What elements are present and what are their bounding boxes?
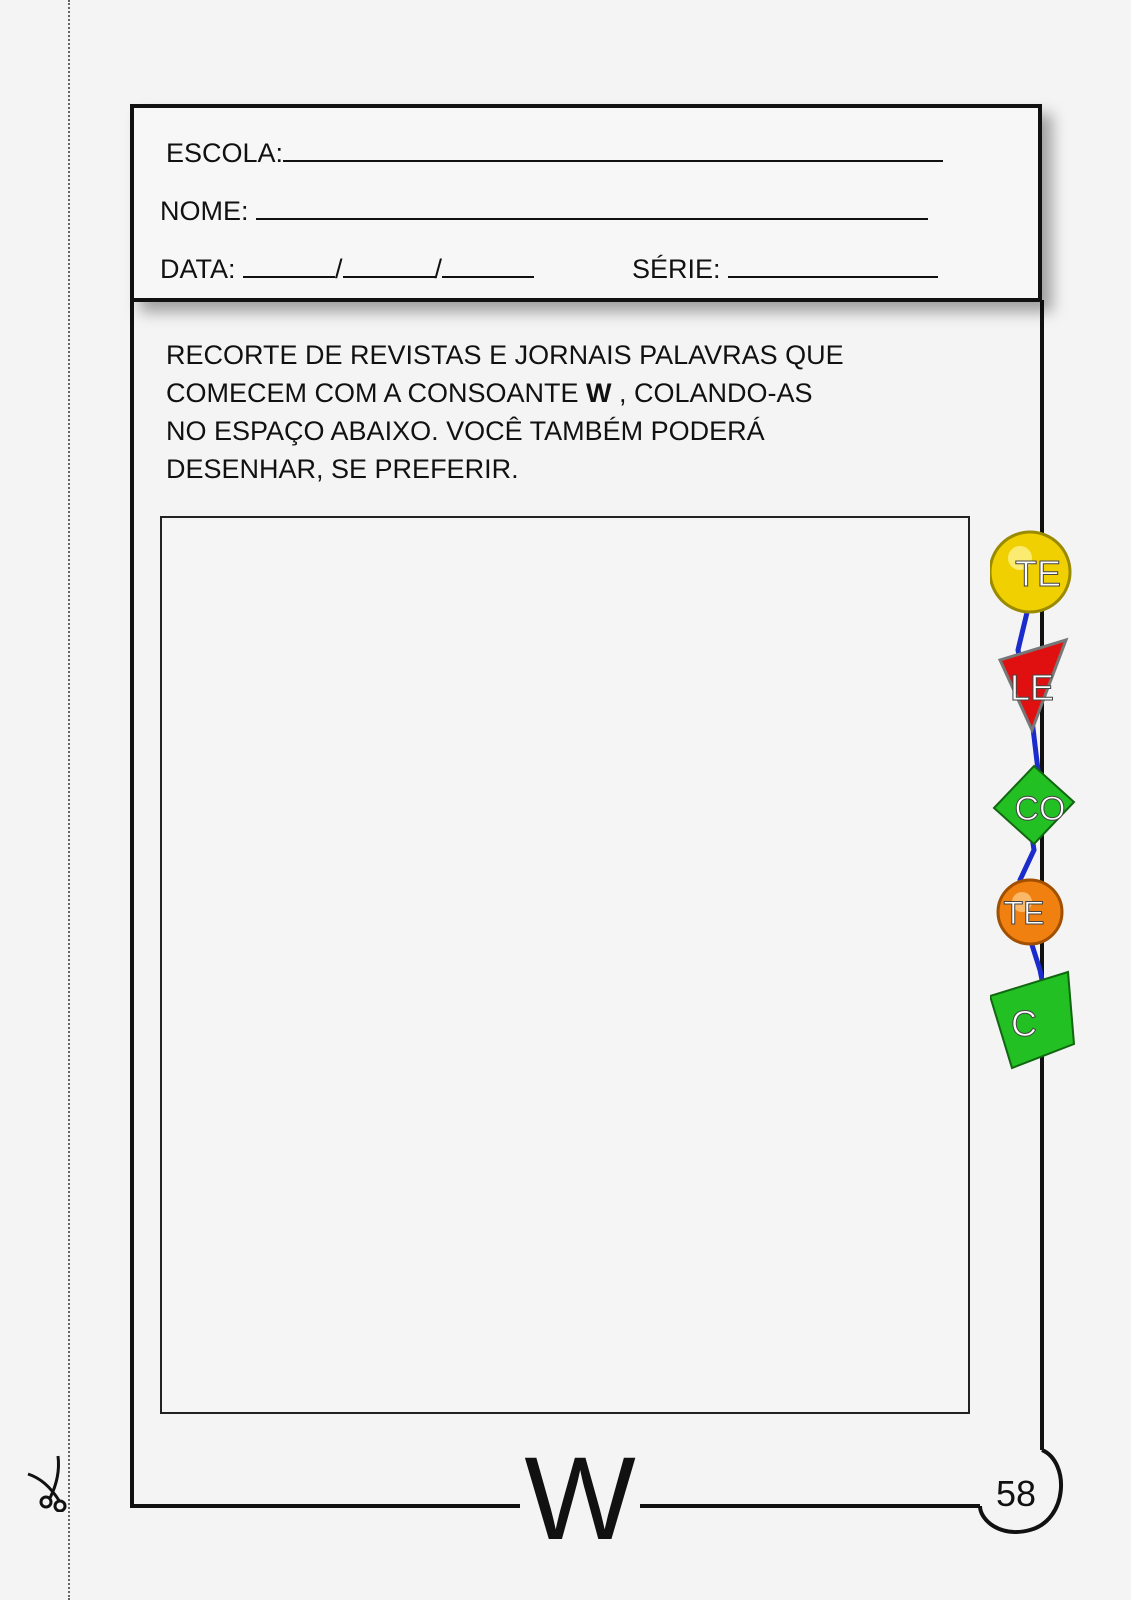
name-label: NOME: (160, 196, 249, 226)
mascot-segment-label: TE (1014, 553, 1062, 594)
mascot-segment (994, 766, 1074, 844)
page-number: 58 (995, 1473, 1037, 1514)
instruction-text: COMECEM COM A CONSOANTE (166, 378, 587, 408)
name-line[interactable] (256, 194, 928, 220)
footer-letter: W (520, 1440, 640, 1560)
mascot-segment-label: TE (1003, 895, 1045, 931)
school-field[interactable] (166, 136, 943, 168)
date-separator: / (335, 254, 343, 284)
highlight-letter: W (586, 378, 612, 408)
date-day-line[interactable] (243, 252, 335, 278)
date-label: DATA: (160, 254, 236, 284)
date-separator: / (434, 254, 443, 284)
instruction-text: , COLANDO-AS (611, 378, 813, 408)
school-label: ESCOLA: (166, 138, 284, 168)
mascot-segment (1000, 640, 1066, 730)
date-field[interactable] (160, 252, 534, 284)
instruction-line: NO ESPAÇO ABAIXO. VOCÊ TAMBÉM PODERÁ (166, 416, 765, 446)
instruction-line: DESENHAR, SE PREFERIR. (166, 454, 519, 484)
instruction-line: RECORTE DE REVISTAS E JORNAIS PALAVRAS QUE (166, 340, 844, 370)
instruction-line (166, 374, 926, 412)
mascot-segment (990, 972, 1074, 1068)
grade-line[interactable] (728, 252, 938, 278)
mascot-chain (990, 520, 1100, 1090)
mascot-segment (998, 880, 1062, 944)
mascot-segment-label: C (1011, 1003, 1037, 1044)
drawing-area[interactable] (160, 516, 970, 1414)
mascot-segment-label: CO (1014, 790, 1066, 828)
date-year-line[interactable] (442, 252, 534, 278)
instructions (166, 336, 926, 488)
mascot-head (990, 532, 1070, 612)
name-field[interactable] (160, 194, 928, 226)
school-line[interactable] (283, 136, 943, 162)
date-month-line[interactable] (343, 252, 435, 278)
grade-field[interactable] (632, 252, 938, 284)
mascot-segment-label: LE (1009, 667, 1055, 708)
grade-label: SÉRIE: (632, 254, 721, 284)
